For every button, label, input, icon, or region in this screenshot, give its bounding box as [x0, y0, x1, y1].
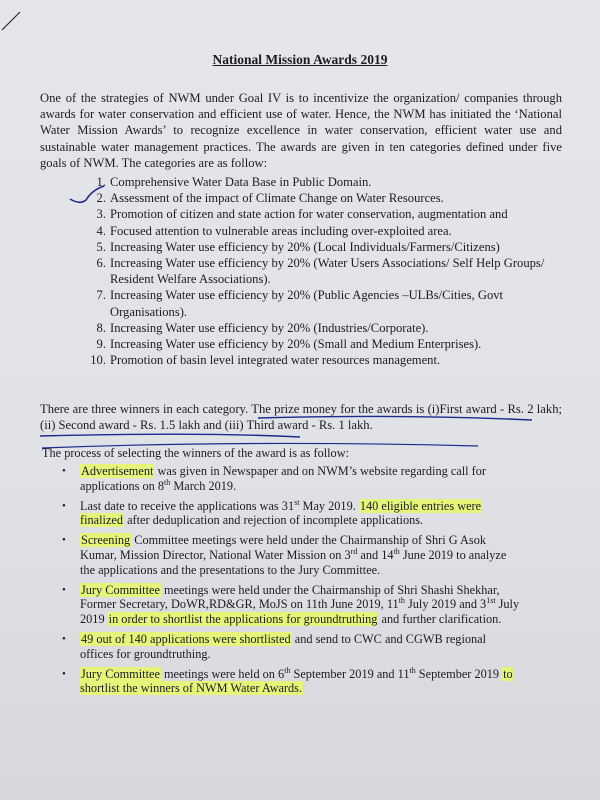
highlighted-text: 49 out of 140 applications were shortlisted: [81, 631, 291, 646]
bullet-icon: •: [62, 632, 66, 645]
list-item: [62, 583, 520, 627]
step-text: March 2019.: [170, 478, 237, 493]
highlighted-text: Screening: [81, 533, 131, 548]
list-item: [78, 352, 548, 368]
bullet-icon: •: [62, 499, 66, 512]
step-text: meetings were held under the Chairmanship of Shri Shashi Shekhar, Former Secretary, DoWR,RD&GR, MoJS on 11th June 2019, 11: [80, 582, 500, 612]
process-steps: [62, 464, 520, 701]
item-number: 1.: [96, 175, 106, 189]
intro-paragraph: One of the strategies of NWM under Goal IV is to incentivize the organization/ companies through awards for water conservation and efficient use of water. Hence, the NWM has initiated the ‘National Water Mission Awards’ to recognize excellence in water conservation, efficient water use and sustainable water management practices. The awards are given in ten categories defined under five goals of NWM. The categories are as follow:: [40, 91, 562, 170]
list-item: [78, 336, 548, 352]
step-text: Committee meetings were held under the Chairmanship of Shri G Asok Kumar, Mission Director, National Water Mission on 3: [80, 533, 487, 562]
item-text: Promotion of basin level integrated water resources management.: [110, 353, 441, 368]
item-number: 4.: [96, 223, 106, 238]
step-text: September 2019: [415, 666, 503, 681]
step-text: meetings were held on 6: [160, 666, 285, 681]
item-text: Promotion of citizen and state action for water conservation, augmentation and: [110, 207, 508, 222]
bullet-icon: •: [62, 583, 66, 596]
step-text: after deduplication and rejection of incomplete applications.: [124, 513, 424, 528]
item-number: 8.: [96, 320, 106, 335]
bullet-icon: •: [62, 534, 66, 547]
item-number: 10.: [90, 353, 106, 368]
superscript: th: [398, 596, 405, 606]
process-intro: The process of selecting the winners of the award is as follow:: [42, 446, 349, 460]
pen-mark: [0, 6, 28, 34]
list-item: [78, 206, 548, 222]
step-text: September 2019 and 11: [290, 666, 410, 681]
list-item: [62, 533, 520, 577]
item-text: Focused attention to vulnerable areas including over-exploited area.: [110, 223, 452, 238]
step-text: July 2019: [80, 597, 520, 627]
superscript: st: [294, 497, 300, 507]
step-text: June 2019 to analyze the applications and the presentations to the Jury Committee.: [80, 547, 507, 577]
step-text: and further clarification.: [378, 612, 502, 627]
item-number: 9.: [96, 337, 106, 352]
step-text: July 2019 and 3: [404, 597, 487, 612]
list-item: [78, 174, 548, 190]
list-item: [62, 632, 520, 662]
superscript: th: [393, 546, 400, 556]
underline-stroke: [40, 434, 300, 437]
superscript: th: [409, 665, 416, 675]
prize-paragraph: There are three winners in each category. The prize money for the awards is (i)First award - Rs. 2 lakh; (ii) Second award - Rs. 1.5 lakh and (iii) Third award - Rs. 1 lakh.: [40, 402, 562, 433]
item-text: Increasing Water use efficiency by 20% (Industries/Corporate).: [110, 320, 429, 335]
step-text: May 2019.: [299, 498, 359, 513]
bullet-icon: •: [62, 667, 66, 680]
highlighted-text: Jury Committee: [81, 582, 160, 597]
item-number: 3.: [96, 207, 106, 222]
item-text: Increasing Water use efficiency by 20% (Water Users Associations/ Self Help Groups/ Resident Welfare Associations).: [110, 256, 545, 287]
highlighted-text: to shortlist the winners of NWM Water Awards.: [80, 666, 513, 696]
item-number: 7.: [96, 288, 106, 303]
item-number: 5.: [96, 239, 106, 254]
superscript: rd: [350, 546, 358, 556]
list-item: [78, 320, 548, 336]
superscript: th: [284, 665, 291, 675]
step-text: and send to CWC and CGWB regional offices for groundtruthing.: [80, 631, 487, 661]
highlighted-text: in order to shortlist the applications for groundtruthing: [108, 612, 378, 627]
list-item: [62, 464, 520, 494]
list-item: [62, 499, 520, 529]
highlighted-text: 140 eligible entries were finalized: [80, 498, 482, 528]
step-text: was given in Newspaper and on NWM’s website regarding call for applications on 8: [80, 464, 486, 493]
superscript: th: [164, 477, 171, 487]
item-number: 6.: [96, 256, 106, 271]
bullet-icon: •: [62, 465, 66, 477]
step-text: and 14: [357, 547, 394, 562]
step-text: Last date to receive the applications was 31: [80, 498, 295, 513]
category-list: [78, 174, 548, 368]
list-item: [78, 223, 548, 239]
item-text: Increasing Water use efficiency by 20% (Local Individuals/Farmers/Citizens): [110, 239, 500, 254]
list-item: [62, 667, 520, 697]
item-text: Assessment of the impact of Climate Change on Water Resources.: [110, 191, 444, 206]
superscript: 1st: [486, 596, 496, 606]
list-item: [78, 255, 548, 287]
highlighted-text: Jury Committee: [81, 666, 160, 681]
list-item: [78, 190, 548, 206]
item-text: Increasing Water use efficiency by 20% (Small and Medium Enterprises).: [110, 337, 482, 352]
page-title: National Mission Awards 2019: [212, 52, 388, 67]
item-text: Comprehensive Water Data Base in Public Domain.: [110, 175, 372, 189]
item-text: Increasing Water use efficiency by 20% (Public Agencies –ULBs/Cities, Govt Organisations).: [110, 288, 504, 319]
list-item: [78, 287, 548, 319]
list-item: [78, 239, 548, 255]
item-number: 2.: [96, 191, 106, 206]
highlighted-text: Advertisement: [81, 464, 154, 478]
